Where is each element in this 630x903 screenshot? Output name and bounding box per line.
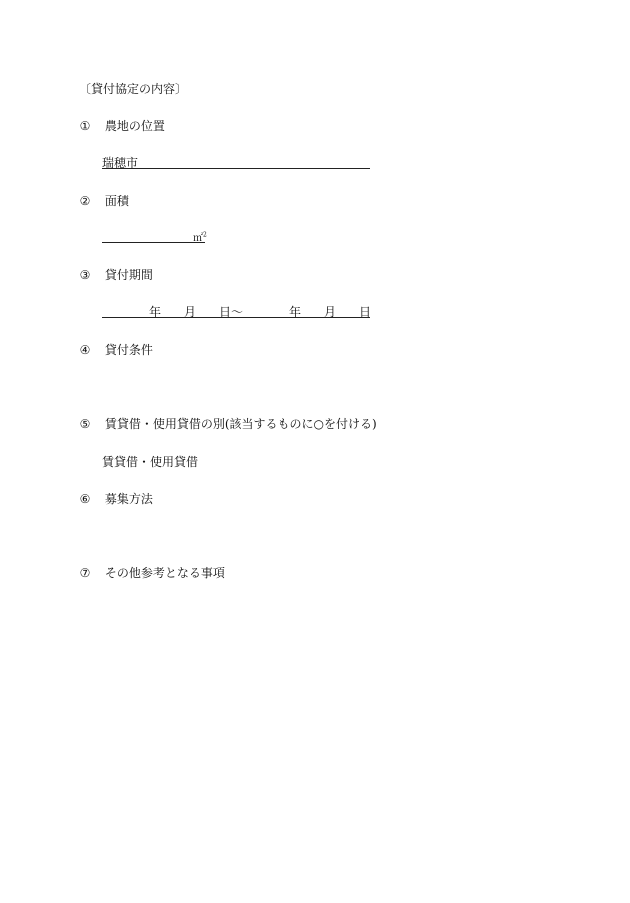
item-conditions <box>76 341 153 358</box>
item-other <box>76 564 225 581</box>
lease-type-options: 賃貸借・使用貸借 <box>102 455 199 469</box>
period-end-year: 年 <box>289 305 302 319</box>
location-city: 瑞穂市 <box>102 156 139 170</box>
period-underline <box>102 317 370 318</box>
period-end-month: 月 <box>324 305 337 319</box>
area-unit: ㎡$^2$ <box>193 231 207 244</box>
item-label: 農地の位置 <box>104 119 165 133</box>
item-label: 募集方法 <box>104 492 153 506</box>
area-unit-sup: 2 <box>203 231 207 239</box>
item-lease-type <box>76 415 377 432</box>
item-number: ⑤ <box>79 417 91 431</box>
item-area <box>76 192 129 209</box>
item-number: ① <box>79 119 91 133</box>
item-number: ③ <box>79 268 91 282</box>
item-label: その他参考となる事項 <box>104 566 225 580</box>
location-underline <box>102 168 370 169</box>
item-recruitment <box>76 490 153 507</box>
item-period <box>76 266 153 283</box>
period-start-day: 日～ <box>219 305 244 319</box>
item-label: 賃貸借・使用貸借の別(該当するものに○を付ける) <box>104 417 377 431</box>
item-location <box>76 117 165 134</box>
item-label: 面積 <box>104 194 129 208</box>
item-number: ⑦ <box>79 566 91 580</box>
item-number: ② <box>79 194 91 208</box>
item-number: ⑥ <box>79 492 91 506</box>
period-end-day: 日 <box>359 305 372 319</box>
period-start-year: 年 <box>149 305 162 319</box>
area-underline <box>102 242 205 243</box>
item-label: 貸付期間 <box>104 268 153 282</box>
document-heading: 〔貸付協定の内容〕 <box>79 82 188 96</box>
period-start-month: 月 <box>184 305 197 319</box>
item-number: ④ <box>79 343 91 357</box>
item-label: 貸付条件 <box>104 343 153 357</box>
